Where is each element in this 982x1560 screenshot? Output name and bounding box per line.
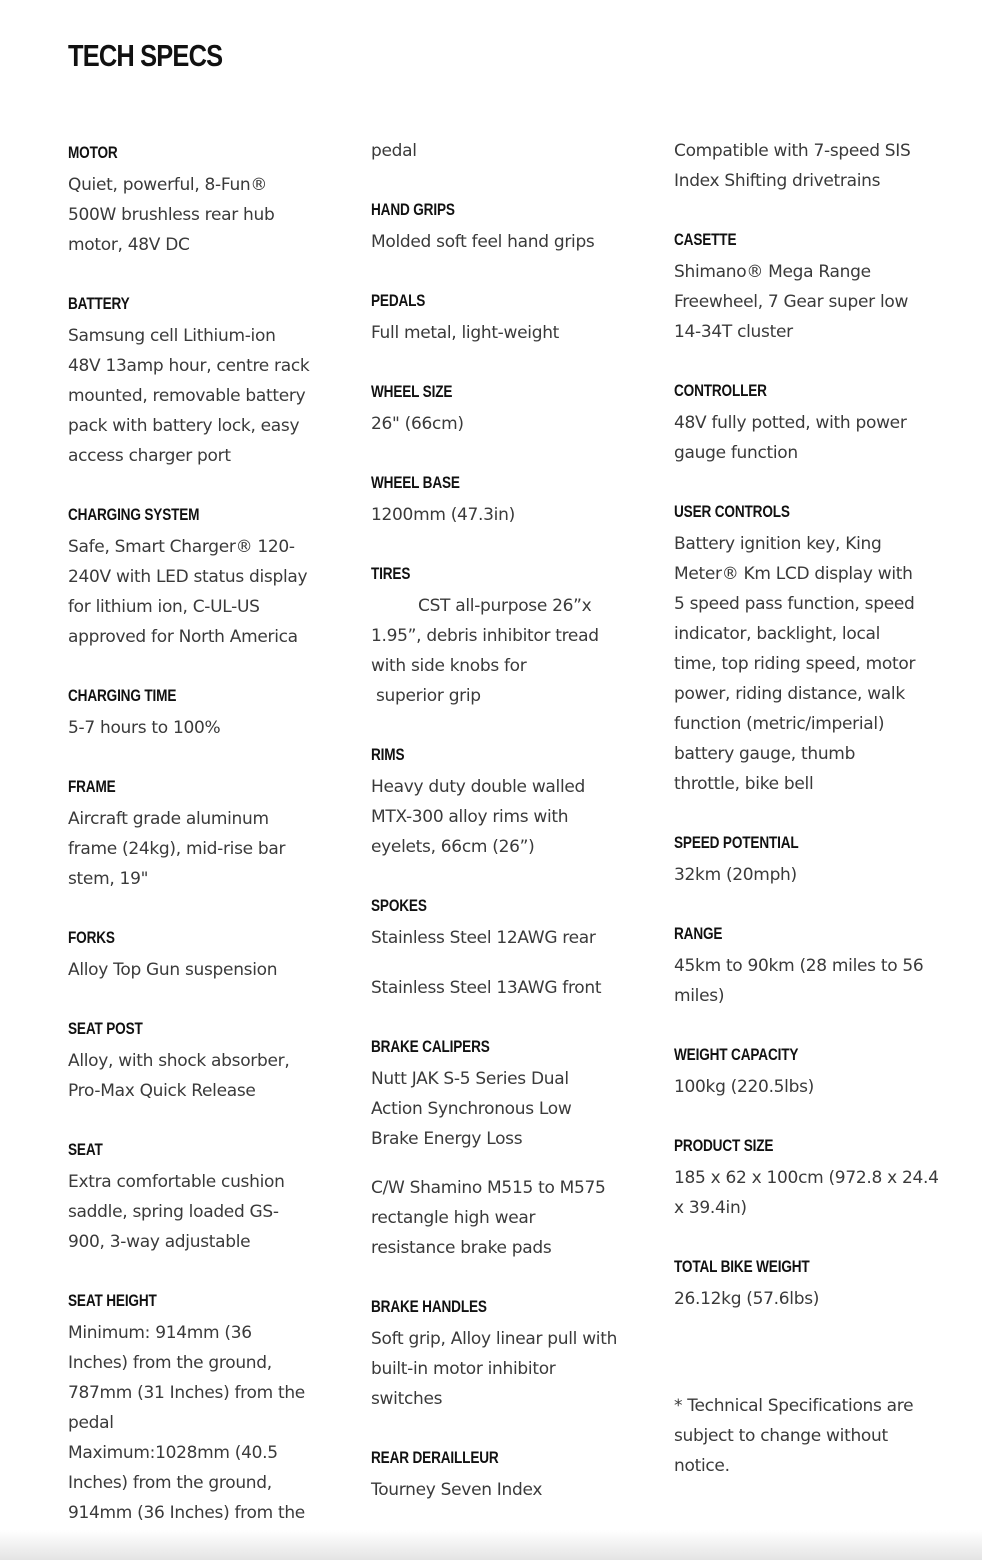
spec-text-calipers-line1: Nutt JAK S-5 Series Dual [371,1069,569,1089]
spec-heading-seat-height: SEAT HEIGHT [68,1291,157,1310]
bottom-scroll-fade [0,1530,982,1560]
spec-text-seatheight-line2: Inches) from the ground, [68,1353,272,1373]
spec-text-battery-line4: pack with battery lock, easy [68,416,300,436]
spec-heading-speed-potential: SPEED POTENTIAL [674,833,799,852]
spec-text-seatheight-line4: pedal [68,1413,114,1433]
spec-text-motor-line3: motor, 48V DC [68,235,190,255]
spec-text-seatheight-line7: 914mm (36 Inches) from the [68,1503,305,1523]
spec-text-seatheight-line6: Inches) from the ground, [68,1473,272,1493]
spec-text-hand-grips: Molded soft feel hand grips [371,232,595,252]
spec-text-seatheight-line3: 787mm (31 Inches) from the [68,1383,305,1403]
spec-text-calipers-line6: resistance brake pads [371,1238,552,1258]
spec-text-battery-line3: mounted, removable battery [68,386,306,406]
spec-text-usercontrols-line9: throttle, bike bell [674,774,814,794]
spec-text-battery-line5: access charger port [68,446,231,466]
spec-text-casette-line1: Shimano® Mega Range [674,262,871,282]
spec-text-rims-line3: eyelets, 66cm (26”) [371,837,535,857]
spec-text-battery-line2: 48V 13amp hour, centre rack [68,356,310,376]
spec-text-spokes-front: Stainless Steel 13AWG front [371,978,602,998]
spec-heading-controller: CONTROLLER [674,381,767,400]
spec-text-charging-line3: for lithium ion, C-UL-US [68,597,260,617]
spec-text-usercontrols-line8: battery gauge, thumb [674,744,856,764]
spec-text-spokes-rear: Stainless Steel 12AWG rear [371,928,596,948]
spec-text-handles-line1: Soft grip, Alloy linear pull with [371,1329,618,1349]
spec-text-charging-time: 5-7 hours to 100% [68,718,221,738]
spec-text-usercontrols-line4: indicator, backlight, local [674,624,881,644]
spec-text-usercontrols-line3: 5 speed pass function, speed [674,594,915,614]
spec-heading-user-controls: USER CONTROLS [674,502,790,521]
spec-heading-spokes: SPOKES [371,896,427,915]
spec-text-seatpost-line2: Pro-Max Quick Release [68,1081,256,1101]
spec-text-wheel-size: 26" (66cm) [371,414,464,434]
spec-text-speed-potential: 32km (20mph) [674,865,797,885]
spec-heading-charging-time: CHARGING TIME [68,686,177,705]
spec-text-controller-line1: 48V fully potted, with power [674,413,907,433]
spec-text-tires-line2: 1.95”, debris inhibitor tread [371,626,599,646]
spec-heading-wheel-size: WHEEL SIZE [371,382,453,401]
spec-text-forks: Alloy Top Gun suspension [68,960,278,980]
spec-text-casette-line2: Freewheel, 7 Gear super low [674,292,909,312]
spec-heading-forks: FORKS [68,928,115,947]
disclaimer-note-line1: * Technical Specifications are [674,1396,914,1416]
spec-text-frame-line2: frame (24kg), mid-rise bar [68,839,286,859]
spec-heading-casette: CASETTE [674,230,737,249]
spec-text-rims-line2: MTX-300 alloy rims with [371,807,569,827]
spec-text-seatheight-line5: Maximum:1028mm (40.5 [68,1443,278,1463]
spec-text-weight-capacity: 100kg (220.5lbs) [674,1077,814,1097]
spec-text-pedals: Full metal, light-weight [371,323,560,343]
spec-text-handles-line3: switches [371,1389,443,1409]
spec-text-derailleur-continued-line1: Compatible with 7-speed SIS [674,141,911,161]
spec-heading-tires: TIRES [371,564,411,583]
spec-text-product-size-line1: 185 x 62 x 100cm (972.8 x 24.4 [674,1168,939,1188]
spec-heading-frame: FRAME [68,777,116,796]
spec-heading-charging-system: CHARGING SYSTEM [68,505,200,524]
spec-text-battery-line1: Samsung cell Lithium-ion [68,326,276,346]
spec-text-calipers-line3: Brake Energy Loss [371,1129,523,1149]
spec-text-product-size-line2: x 39.4in) [674,1198,747,1218]
spec-heading-brake-calipers: BRAKE CALIPERS [371,1037,490,1056]
spec-text-usercontrols-line5: time, top riding speed, motor [674,654,916,674]
spec-text-usercontrols-line7: function (metric/imperial) [674,714,885,734]
spec-text-motor-line1: Quiet, powerful, 8-Fun® [68,175,268,195]
spec-heading-weight-capacity: WEIGHT CAPACITY [674,1045,799,1064]
page-title: TECH SPECS [68,38,223,73]
spec-text-rims-line1: Heavy duty double walled [371,777,586,797]
spec-text-casette-line3: 14-34T cluster [674,322,793,342]
spec-text-range-line1: 45km to 90km (28 miles to 56 [674,956,924,976]
spec-text-charging-line1: Safe, Smart Charger® 120- [68,537,295,557]
spec-heading-wheel-base: WHEEL BASE [371,473,460,492]
spec-heading-seat: SEAT [68,1140,103,1159]
spec-text-total-bike-weight: 26.12kg (57.6lbs) [674,1289,820,1309]
spec-text-wheel-base: 1200mm (47.3in) [371,505,515,525]
spec-text-usercontrols-line1: Battery ignition key, King [674,534,882,554]
spec-heading-rear-derailleur: REAR DERAILLEUR [371,1448,499,1467]
spec-text-tires-line1: CST all-purpose 26”x [418,596,592,616]
disclaimer-note-line2: subject to change without [674,1426,888,1446]
spec-text-charging-line4: approved for North America [68,627,298,647]
spec-heading-total-bike-weight: TOTAL BIKE WEIGHT [674,1257,810,1276]
spec-text-seatpost-line1: Alloy, with shock absorber, [68,1051,290,1071]
spec-text-range-line2: miles) [674,986,725,1006]
spec-heading-range: RANGE [674,924,723,943]
spec-text-calipers-line2: Action Synchronous Low [371,1099,572,1119]
spec-text-rear-derailleur: Tourney Seven Index [371,1480,543,1500]
spec-text-tires-line3: with side knobs for [371,656,527,676]
spec-text-seatheight-continued: pedal [371,141,417,161]
spec-text-frame-line1: Aircraft grade aluminum [68,809,269,829]
spec-text-seat-line1: Extra comfortable cushion [68,1172,285,1192]
spec-text-seat-line3: 900, 3-way adjustable [68,1232,251,1252]
spec-text-usercontrols-line6: power, riding distance, walk [674,684,905,704]
spec-heading-seat-post: SEAT POST [68,1019,143,1038]
spec-text-seatheight-line1: Minimum: 914mm (36 [68,1323,252,1343]
spec-text-seat-line2: saddle, spring loaded GS- [68,1202,279,1222]
spec-text-calipers-line5: rectangle high wear [371,1208,536,1228]
spec-text-handles-line2: built-in motor inhibitor [371,1359,556,1379]
spec-heading-pedals: PEDALS [371,291,426,310]
spec-text-calipers-line4: C/W Shamino M515 to M575 [371,1178,606,1198]
spec-text-charging-line2: 240V with LED status display [68,567,308,587]
spec-heading-battery: BATTERY [68,294,130,313]
spec-text-controller-line2: gauge function [674,443,798,463]
spec-text-tires-line4: superior grip [376,686,481,706]
spec-heading-rims: RIMS [371,745,405,764]
spec-heading-hand-grips: HAND GRIPS [371,200,455,219]
spec-heading-brake-handles: BRAKE HANDLES [371,1297,487,1316]
disclaimer-note-line3: notice. [674,1456,730,1476]
spec-text-usercontrols-line2: Meter® Km LCD display with [674,564,913,584]
spec-heading-product-size: PRODUCT SIZE [674,1136,774,1155]
spec-heading-motor: MOTOR [68,143,118,162]
spec-text-frame-line3: stem, 19" [68,869,149,889]
spec-text-derailleur-continued-line2: Index Shifting drivetrains [674,171,881,191]
spec-text-motor-line2: 500W brushless rear hub [68,205,275,225]
